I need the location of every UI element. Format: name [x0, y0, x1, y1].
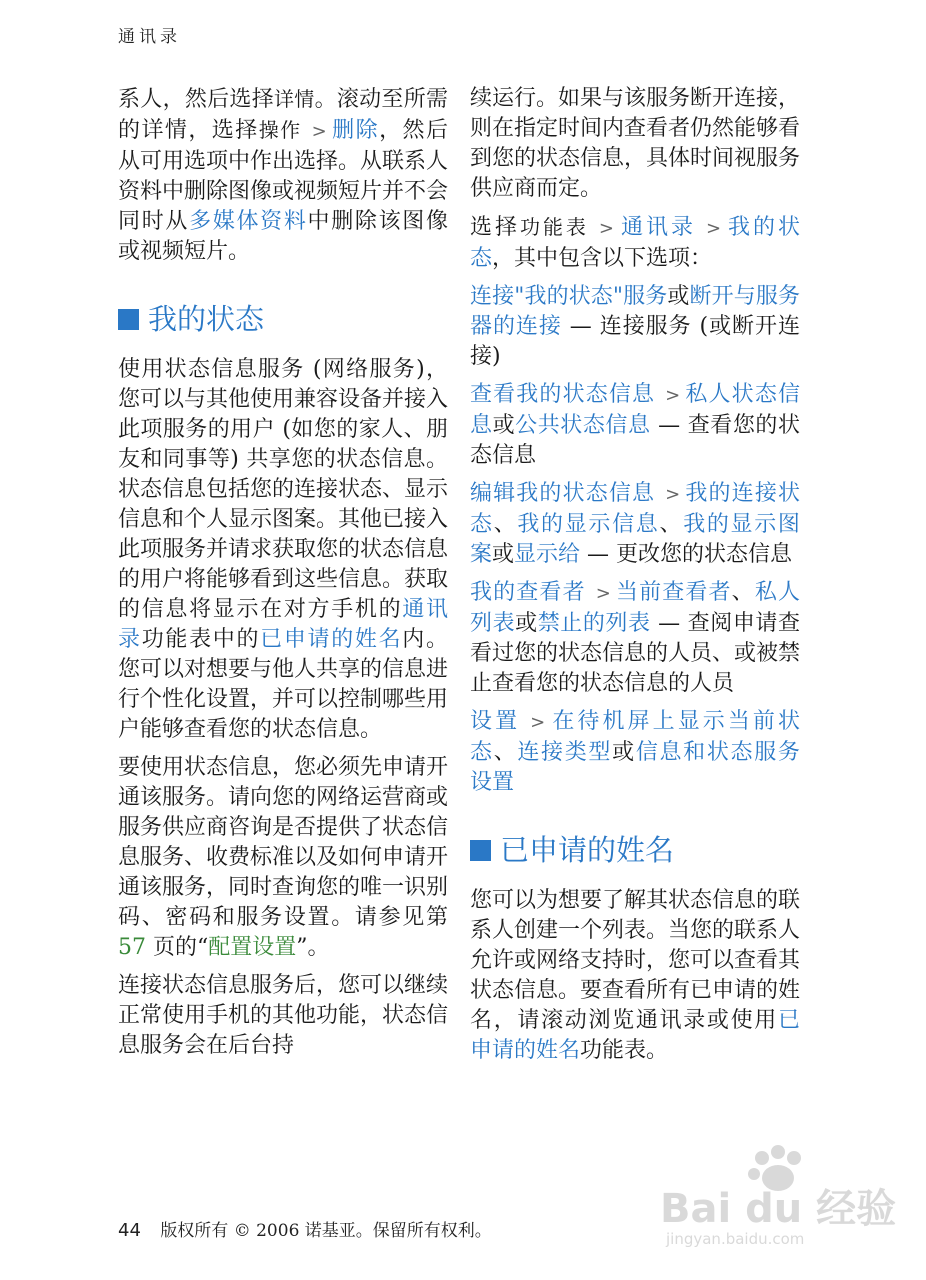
- page-footer: [118, 1216, 492, 1241]
- heading-square-icon: [470, 840, 491, 861]
- menu-link[interactable]: 查看我的状态信息: [470, 382, 656, 407]
- left-column: [118, 84, 448, 1069]
- section-title: 已申请的姓名: [500, 833, 675, 867]
- menu-path-arrow-icon: >: [665, 385, 681, 406]
- text-run: 、: [731, 580, 755, 605]
- paragraph-status-subscribe: [118, 753, 448, 963]
- text-run: 中删除该图像或视频短片。: [118, 209, 448, 264]
- text-run: 内。您可以对想要与他人共享的信息进行个性化设置，并可以控制哪些用户能够查看您的状态信息。: [118, 627, 449, 742]
- text-run: ”。: [296, 935, 330, 960]
- menu-link[interactable]: 已申请的姓名: [470, 1008, 800, 1063]
- menu-path-arrow-icon: >: [530, 712, 546, 733]
- text-run: 或: [515, 611, 538, 636]
- paragraph-menu-path: [470, 212, 800, 274]
- menu-link[interactable]: 我的显示图案: [470, 512, 800, 567]
- menu-link[interactable]: 连接"我的状态"服务: [470, 284, 668, 309]
- menu-link[interactable]: 私人状态信息: [470, 382, 800, 438]
- page-reference-link[interactable]: 配置设置: [208, 935, 297, 960]
- menu-link[interactable]: 禁止的列表: [537, 611, 651, 636]
- paragraph-status-background: [118, 971, 448, 1061]
- heading-square-icon: [118, 309, 139, 330]
- menu-link[interactable]: 删除: [330, 118, 380, 143]
- text-run: 。滚动至所需的详情，选择: [118, 87, 448, 143]
- text-run: — 连接服务 (或断开连接): [470, 314, 800, 369]
- menu-link[interactable]: 我的显示信息: [517, 512, 660, 537]
- text-run: 选择: [470, 215, 520, 240]
- section-heading-requested-names: [470, 832, 800, 868]
- paragraph-requested-names: [470, 886, 800, 1066]
- menu-label: 功能表: [519, 215, 589, 239]
- text-run: 使用状态信息服务 (网络服务)，您可以与其他使用兼容设备并接入此项服务的用户 (如您的家人、朋友和同事等) 共享您的状态信息。状态信息包括您的连接状态、显示信息和个人显示图案。其他已接入此项服务并请求获取您的状态信息的用户将能够看到这些信息。获取的信息将显示在对方手机的: [118, 357, 449, 622]
- text-run: 或: [492, 413, 516, 438]
- menu-link[interactable]: 设置: [470, 709, 521, 734]
- menu-link[interactable]: 信息和状态服务设置: [470, 740, 800, 795]
- text-run: 或: [612, 740, 636, 765]
- option-edit-status: [470, 479, 800, 570]
- option-connect-service: [470, 282, 800, 372]
- text-run: — 更改您的状态信息: [580, 542, 793, 567]
- menu-path-arrow-icon: >: [311, 121, 327, 142]
- page-number: 44: [118, 1220, 141, 1241]
- option-settings: [470, 707, 800, 798]
- text-run: 、: [659, 512, 684, 537]
- menu-link[interactable]: 公共状态信息: [515, 413, 651, 438]
- menu-link[interactable]: 我的状态: [470, 215, 800, 271]
- text-run: 您可以为想要了解其状态信息的联系人创建一个列表。当您的联系人允许或网络支持时，您可以查看其状态信息。要查看所有已申请的姓名，请滚动浏览通讯录或使用: [470, 888, 801, 1033]
- text-run: 、: [493, 740, 518, 765]
- text-run: — 查阅申请查看过您的状态信息的人员、或被禁止查看您的状态信息的人员: [470, 611, 801, 696]
- menu-link[interactable]: 断开与服务器的连接: [470, 284, 800, 339]
- watermark-url: jingyan.baidu.com: [666, 1230, 805, 1248]
- menu-link[interactable]: 我的查看者: [470, 580, 586, 605]
- text-run: 页的“: [146, 935, 209, 960]
- copyright-notice: 版权所有 © 2006 诺基亚。保留所有权利。: [160, 1221, 492, 1241]
- menu-link[interactable]: 通讯录: [118, 597, 448, 652]
- menu-path-arrow-icon: >: [598, 218, 615, 239]
- section-heading-my-status: [118, 301, 448, 337]
- menu-link[interactable]: 连接类型: [517, 740, 613, 765]
- option-my-viewers: [470, 578, 800, 699]
- text-run: 系人，然后选择: [118, 87, 274, 112]
- menu-link[interactable]: 显示给: [514, 542, 581, 567]
- menu-link[interactable]: 私人列表: [470, 580, 800, 636]
- menu-link[interactable]: 在待机屏上显示当前状态: [470, 709, 800, 765]
- menu-label: 详情: [274, 87, 315, 111]
- text-run: 或: [667, 284, 690, 309]
- text-run: — 查看您的状态信息: [470, 413, 800, 468]
- menu-link[interactable]: 已申请的姓名: [260, 627, 403, 652]
- menu-path-arrow-icon: >: [705, 218, 722, 239]
- paragraph-status-intro: [118, 355, 448, 745]
- text-run: 要使用状态信息，您必须先申请开通该服务。请向您的网络运营商或服务供应商咨询是否提供了状态信息服务、收费标准以及如何申请开通该服务，同时查询您的唯一识别码、密码和服务设置。请参见第: [118, 755, 449, 930]
- menu-link[interactable]: 我的连接状态: [470, 481, 800, 537]
- menu-link[interactable]: 通讯录: [618, 215, 696, 240]
- text-run: ，其中包含以下选项：: [492, 246, 713, 271]
- baidu-jingyan-watermark: [660, 1140, 900, 1250]
- watermark-brand: Bai du 经验: [660, 1186, 897, 1232]
- menu-link[interactable]: 多媒体资料: [189, 209, 308, 234]
- paragraph-delete-details: [118, 84, 448, 267]
- paw-logo-icon: [748, 1145, 801, 1191]
- menu-link[interactable]: 当前查看者: [614, 580, 732, 605]
- page-reference-link[interactable]: 57: [118, 935, 146, 960]
- right-column: [470, 84, 800, 1074]
- text-run: 或: [492, 542, 515, 567]
- menu-link[interactable]: 编辑我的状态信息: [470, 481, 656, 506]
- paragraph-status-continue: [470, 84, 800, 204]
- text-run: ，然后从可用选项中作出选择。从联系人资料中删除图像或视频短片并不会同时从: [118, 118, 449, 234]
- text-run: 功能表中的: [141, 627, 261, 652]
- option-view-status: [470, 380, 800, 471]
- text-run: 续运行。如果与该服务断开连接，则在指定时间内查看者仍然能够看到您的状态信息，具体时间视服务供应商而定。: [470, 86, 801, 201]
- menu-path-arrow-icon: >: [595, 583, 611, 604]
- menu-label: 操作: [258, 118, 302, 142]
- text-run: 连接状态信息服务后，您可以继续正常使用手机的其他功能，状态信息服务会在后台持: [118, 973, 449, 1058]
- running-header: 通讯录: [118, 27, 181, 47]
- text-run: 、: [493, 512, 518, 537]
- text-run: 功能表。: [580, 1038, 669, 1063]
- menu-path-arrow-icon: >: [665, 484, 681, 505]
- section-title: 我的状态: [148, 302, 265, 336]
